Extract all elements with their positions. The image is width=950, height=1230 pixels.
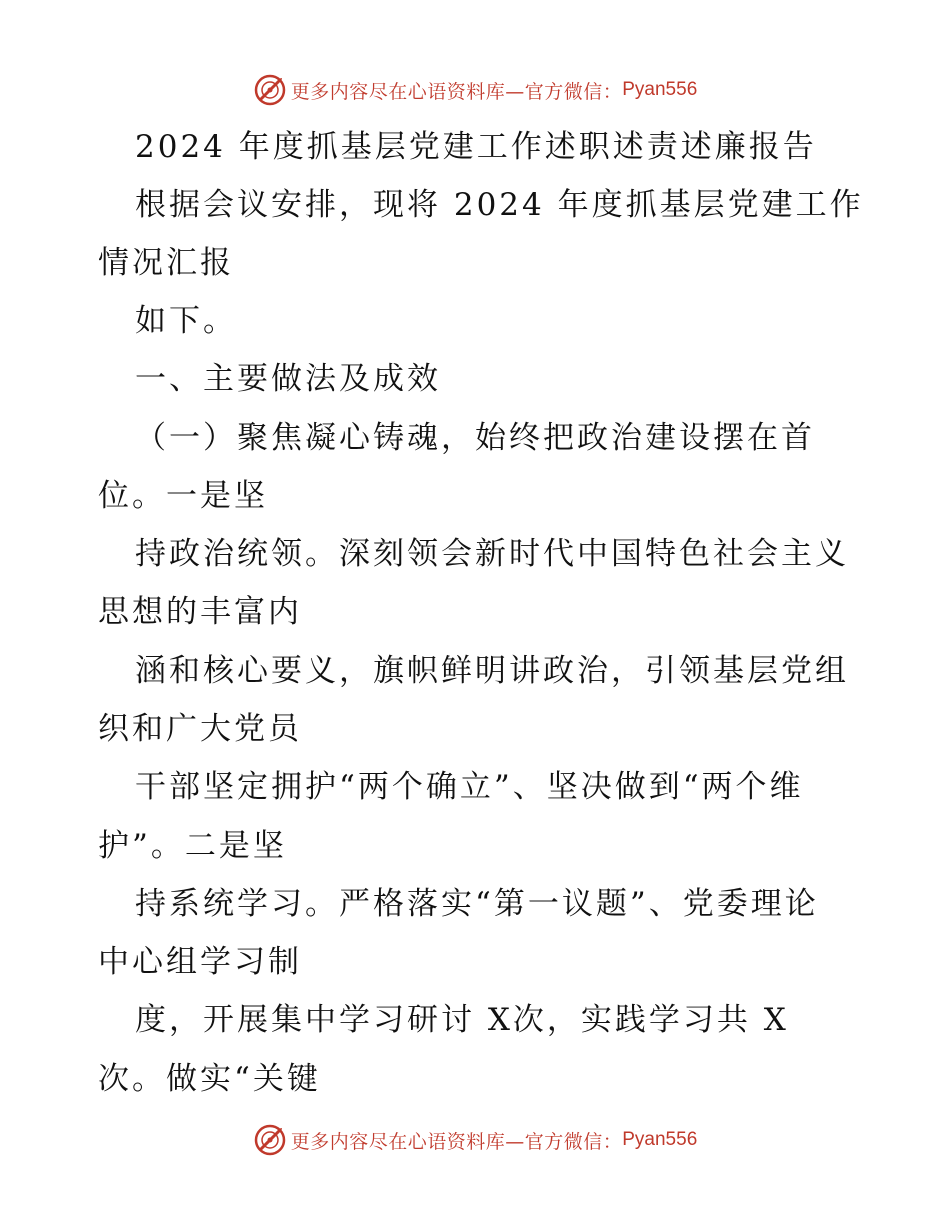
- paragraph-line: 根据会议安排，现将 2024 年度抓基层党建工作: [135, 187, 864, 223]
- paragraph-line: 持系统学习。严格落实“第一议题”、党委理论: [135, 886, 819, 922]
- footer-watermark-banner: [0, 1120, 950, 1160]
- paragraph-line: 度，开展集中学习研讨 X次，实践学习共 X: [135, 1002, 789, 1038]
- document-title: 2024 年度抓基层党建工作述职述责述廉报告: [135, 129, 817, 165]
- paragraph-line: 织和广大党员: [98, 711, 302, 747]
- paragraph-line: 次。做实“关键: [98, 1061, 321, 1097]
- subsection-heading: （一）聚焦凝心铸魂，始终把政治建设摆在首: [135, 420, 815, 456]
- paragraph-line: 护”。二是坚: [98, 828, 287, 864]
- section-heading: 一、主要做法及成效: [135, 361, 441, 397]
- header-watermark-banner: [0, 70, 950, 110]
- paragraph-line: 思想的丰富内: [98, 594, 302, 630]
- paragraph-line: 持政治统领。深刻领会新时代中国特色社会主义: [135, 536, 849, 572]
- paragraph-line: 情况汇报: [98, 245, 234, 281]
- banner-wechat-id: Pyan556: [622, 1129, 698, 1150]
- banner-text: 更多内容尽在心语资料库—官方微信：: [290, 80, 623, 103]
- paragraph-line: 中心组学习制: [98, 944, 302, 980]
- paragraph-line: 位。一是坚: [98, 478, 268, 514]
- paragraph-line: 干部坚定拥护“两个确立”、坚决做到“两个维: [135, 769, 804, 805]
- paragraph-line: 如下。: [135, 303, 237, 339]
- banner-text: 更多内容尽在心语资料库—官方微信：: [290, 1130, 623, 1153]
- banner-wechat-id: Pyan556: [622, 79, 698, 100]
- logo-icon: [253, 73, 287, 107]
- logo-icon: [253, 1123, 287, 1157]
- paragraph-line: 涵和核心要义，旗帜鲜明讲政治，引领基层党组: [135, 653, 849, 689]
